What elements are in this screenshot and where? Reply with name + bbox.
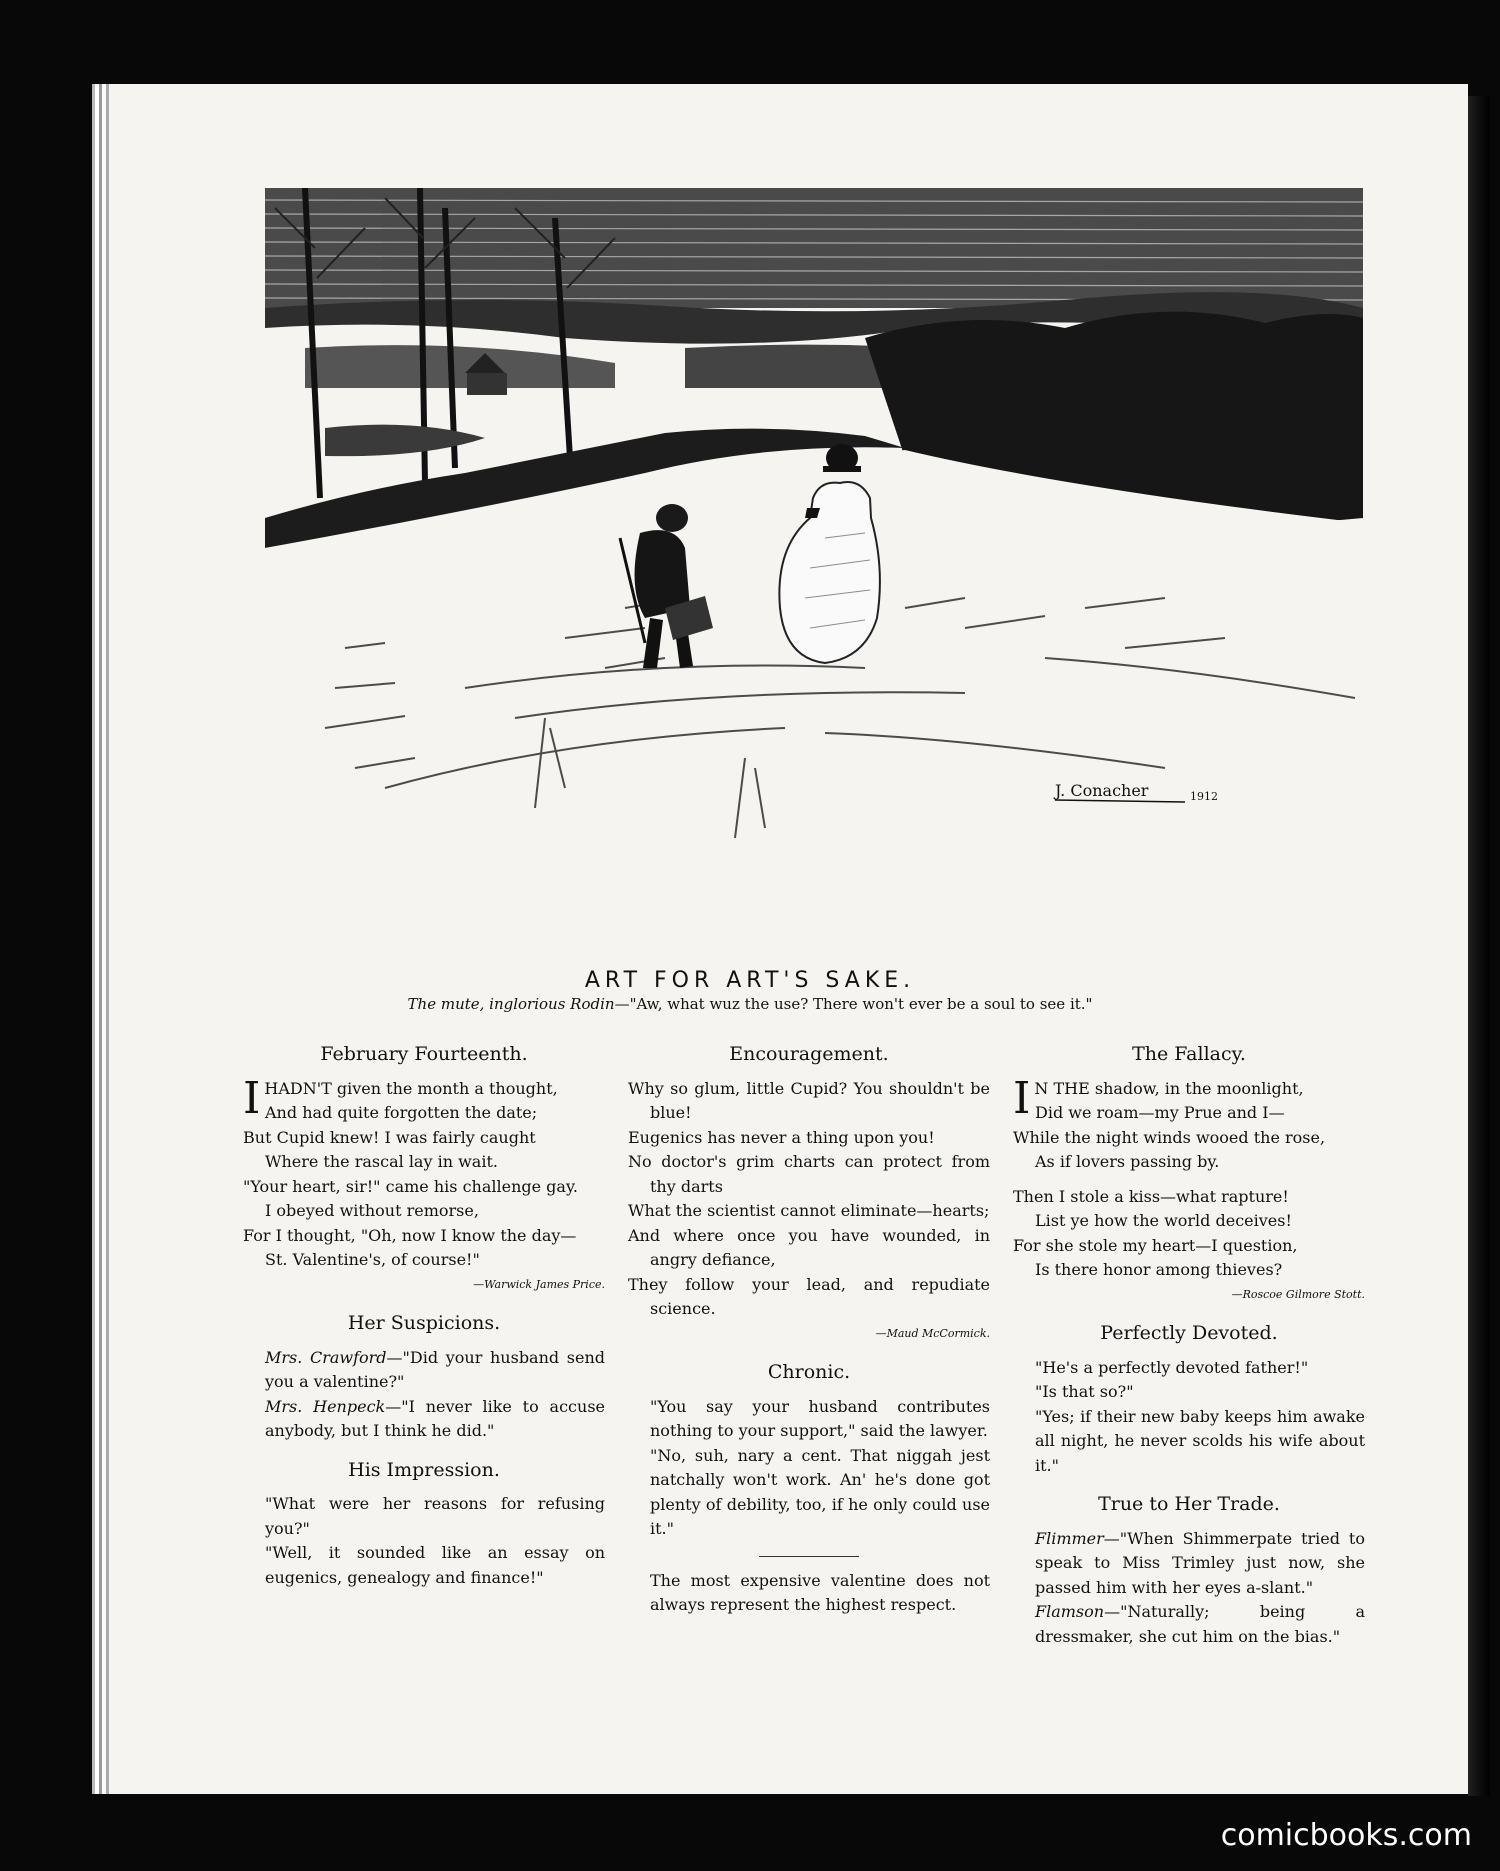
cartoon-caption	[0, 995, 1500, 1013]
dialogue-line: "No, suh, nary a cent. That niggah jest natchally won't work. An' he's done got plenty of debility, too, if he only could use it."	[650, 1445, 990, 1538]
poem-line: N THE shadow, in the moonlight,	[1034, 1078, 1304, 1098]
speaker-name: Mrs. Henpeck	[265, 1396, 386, 1416]
joke-title-true-to-her-trade: True to Her Trade.	[1098, 1493, 1280, 1515]
poem-line: Is there honor among thieves?	[1035, 1260, 1283, 1279]
poem-line: What the scientist cannot eliminate—hearts;	[628, 1201, 990, 1220]
watermark-link[interactable]: comicbooks.com	[1220, 1818, 1472, 1853]
dialogue-line: "Is that so?"	[1035, 1382, 1134, 1401]
poem-line: Then I stole a kiss—what rapture!	[1013, 1186, 1289, 1206]
caption-quote: —"Aw, what wuz the use? There won't ever be a soul to see it."	[614, 995, 1093, 1013]
joke-title-his-impression: His Impression.	[348, 1458, 500, 1481]
dialogue-line: "You say your husband contributes nothing to your support," said the lawyer.	[650, 1396, 990, 1440]
dialogue-line	[243, 1395, 605, 1444]
poem-line: HADN'T given the month a thought,	[264, 1078, 558, 1098]
section-divider	[759, 1556, 859, 1557]
poem-line: For I thought, "Oh, now I know the day—	[243, 1225, 577, 1245]
poem-line: As if lovers passing by.	[1035, 1152, 1220, 1171]
page-spine	[1468, 96, 1490, 1796]
poem-line: I obeyed without remorse,	[265, 1201, 479, 1220]
poem-line: For she stole my heart—I question,	[1013, 1235, 1298, 1255]
dialogue-line	[243, 1346, 605, 1395]
dialogue-line: "Yes; if their new baby keeps him awake all night, he never scolds his wife about it."	[1035, 1406, 1365, 1475]
speaker-name: Flimmer	[1035, 1528, 1104, 1548]
dialogue-line	[1013, 1600, 1365, 1649]
column-1	[243, 1036, 605, 1590]
poem-line: Eugenics has never a thing upon you!	[628, 1127, 935, 1147]
poem-line: St. Valentine's, of course!"	[265, 1250, 480, 1269]
poem-line: While the night winds wooed the rose,	[1013, 1127, 1326, 1147]
dialogue-line: "He's a perfectly devoted father!"	[1035, 1357, 1309, 1377]
poem-line: Why so glum, little Cupid? You shouldn't be blue!	[628, 1078, 990, 1122]
poem-title-the-fallacy: The Fallacy.	[1132, 1043, 1246, 1065]
poem-title-february-fourteenth: February Fourteenth.	[320, 1043, 528, 1065]
joke-title-her-suspicions: Her Suspicions.	[347, 1312, 501, 1334]
dialogue-line	[1013, 1527, 1365, 1601]
dialogue-line: "Well, it sounded like an essay on eugenics, genealogy and finance!"	[265, 1543, 605, 1587]
artist-signature-year: 1912	[1190, 790, 1218, 803]
poem-line: And had quite forgotten the date;	[265, 1103, 538, 1122]
artist-signature: J. Conacher	[1055, 781, 1149, 800]
poem-line: No doctor's grim charts can protect from thy darts	[628, 1152, 990, 1196]
illustration-drawing	[265, 188, 1363, 963]
dialogue-text: —"I never like to accuse anybody, but I think he did."	[265, 1396, 605, 1440]
poem-line: And where once you have wounded, in angry defiance,	[628, 1225, 990, 1269]
dialogue-text: —"When Shimmerpate tried to speak to Miss Trimley just now, she passed him with her eyes a-slant."	[1035, 1528, 1365, 1597]
drop-cap: I	[1013, 1072, 1031, 1124]
caption-speaker: The mute, inglorious Rodin	[407, 995, 615, 1013]
poem-title-encouragement: Encouragement.	[729, 1043, 889, 1065]
dialogue-line: "What were her reasons for refusing you?"	[265, 1494, 605, 1538]
epigram: The most expensive valentine does not always represent the highest respect.	[650, 1570, 990, 1614]
poem-line: "Your heart, sir!" came his challenge gay.	[243, 1176, 578, 1196]
speaker-name: Mrs. Crawford	[265, 1347, 387, 1367]
drop-cap: I	[243, 1072, 261, 1124]
author-signature: —Warwick James Price.	[473, 1277, 605, 1291]
poem-the-fallacy	[1013, 1072, 1365, 1308]
poem-february-fourteenth	[243, 1072, 605, 1298]
author-signature: —Roscoe Gilmore Stott.	[1231, 1287, 1365, 1301]
joke-title-chronic: Chronic.	[767, 1361, 851, 1383]
column-2	[628, 1036, 990, 1618]
winter-snowman-illustration	[265, 188, 1363, 963]
author-signature: —Maud McCormick.	[875, 1326, 990, 1340]
joke-title-perfectly-devoted: Perfectly Devoted.	[1100, 1322, 1278, 1344]
poem-line: But Cupid knew! I was fairly caught	[243, 1127, 536, 1147]
column-3	[1013, 1036, 1365, 1649]
dialogue-text: —"Naturally; being a dressmaker, she cut him on the bias."	[1035, 1602, 1365, 1646]
poem-line: They follow your lead, and repudiate science.	[628, 1274, 990, 1318]
speaker-name: Flamson	[1035, 1602, 1105, 1621]
cartoon-title: ART FOR ART'S SAKE.	[584, 968, 916, 993]
poem-line: List ye how the world deceives!	[1035, 1211, 1292, 1230]
poem-line: Where the rascal lay in wait.	[265, 1152, 498, 1171]
dialogue-text: —"Did your husband send you a valentine?"	[265, 1347, 606, 1391]
poem-line: Did we roam—my Prue and I—	[1035, 1103, 1285, 1122]
